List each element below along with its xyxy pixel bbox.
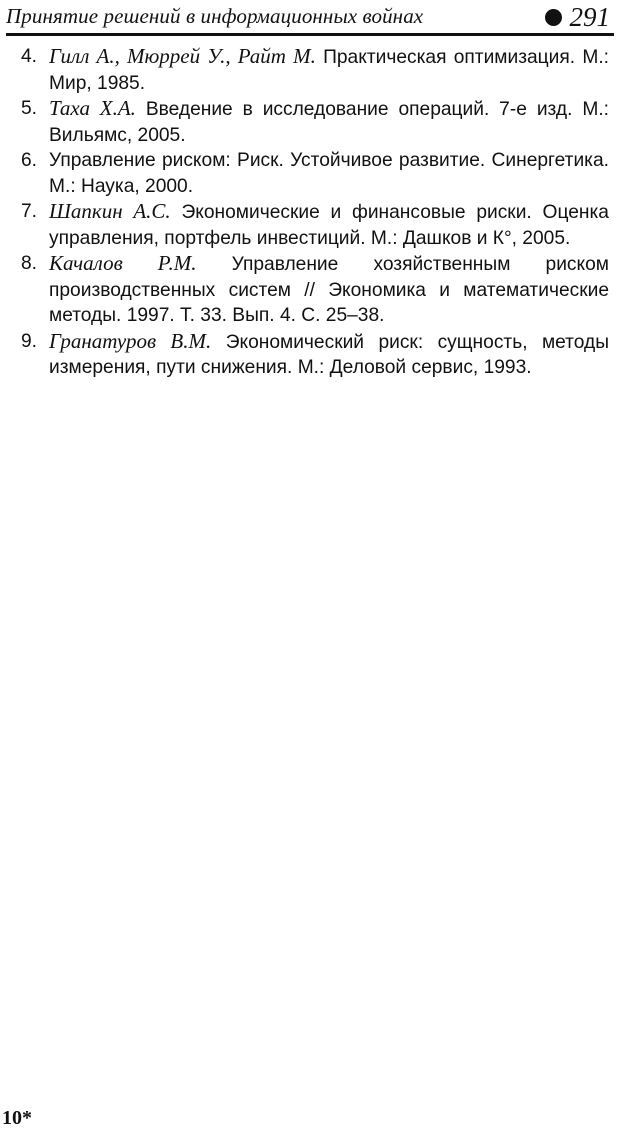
reference-number: 6.: [21, 150, 38, 171]
page-number: 291: [569, 2, 610, 32]
reference-number: 4.: [21, 46, 38, 67]
reference-text: Управление риском: Риск. Устойчивое развитие. Синергетика. М.: Наука, 2000.: [49, 150, 609, 197]
reference-item: [21, 251, 609, 329]
reference-text: Экономические и финансовые риски. Оценка управления, портфель инвестиций. М.: Дашков и К°, 2005.: [49, 202, 609, 249]
reference-text: Введение в исследование операций. 7-е изд. М.: Вильямс, 2005.: [49, 99, 609, 146]
reference-author: Гранатуров В.М.: [49, 328, 212, 353]
reference-number: 9.: [21, 330, 38, 352]
reference-author: Шапкин А.С.: [49, 199, 171, 223]
reference-number: 5.: [21, 98, 38, 119]
bullet-icon: [545, 9, 562, 26]
reference-text: Экономический риск: сущность, методы измерения, пути снижения. М.: Деловой сервис, 1993.: [49, 331, 609, 378]
reference-author: Гилл А., Мюррей У., Райт М.: [49, 44, 316, 68]
reference-item: [21, 148, 609, 199]
running-head: [6, 2, 614, 36]
reference-text: Практическая оптимизация. М.: Мир, 1985.: [49, 47, 609, 94]
running-title: Принятие решений в информационных войнах: [6, 4, 424, 28]
reference-item: [21, 199, 609, 251]
reference-author: Таха Х.А.: [49, 96, 136, 120]
reference-number: 7.: [21, 201, 38, 222]
reference-text: Управление хозяйственным риском производственных систем // Экономика и математические методы. 1997. Т. 33. Вып. 4. С. 25–38.: [49, 254, 609, 326]
reference-number: 8.: [21, 253, 38, 274]
reference-list: [21, 44, 609, 381]
reference-item: [21, 329, 609, 381]
page-number-group: [545, 2, 611, 32]
signature-mark: 10*: [2, 1107, 32, 1129]
reference-author: Качалов Р.М.: [49, 251, 197, 275]
reference-item: [21, 96, 609, 148]
reference-item: [21, 44, 609, 96]
